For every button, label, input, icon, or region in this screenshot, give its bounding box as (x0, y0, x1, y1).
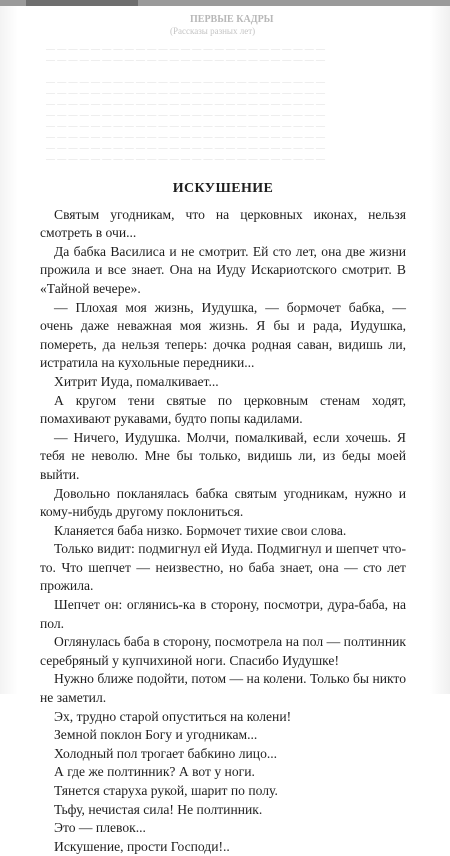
paragraph: Тянется старуха рукой, шарит по полу. (54, 783, 278, 798)
paragraph: Шепчет он: оглянись-ка в сторону, посмотри, дура-баба, на пол. (40, 597, 406, 631)
paragraph: Оглянулась баба в сторону, посмотрела на пол — полтинник серебряный у купчихиной ноги. Спасибо Иудушке! (40, 634, 406, 668)
paragraph: Нужно ближе подойти, потом — на колени. Только бы никто не заметил. (40, 671, 406, 706)
paragraph: Кланяется баба низко. Бормочет тихие свои слова. (54, 522, 347, 538)
paragraph: А где же полтинник? А вот у ноги. (54, 764, 255, 780)
paragraph: Тьфу, нечистая сила! Не полтинник. (54, 801, 263, 817)
page-top-band (0, 0, 450, 6)
story-text (40, 180, 406, 856)
paragraph: — Плохая моя жизнь, Иудушка, — бормочет бабка, — очень даже неважная моя жизнь. Я бы и рада, Иудушка, помереть, да нельзя теперь: дочка родная саван, видишь ли, истратила на кухольные передники... (40, 299, 406, 371)
paragraph: Святым угодникам, что на церковных иконах, нельзя смотреть в очи... (40, 206, 406, 241)
paragraph: Довольно покланялась бабка святым угодникам, нужно и кому-нибудь другому поклониться. (40, 485, 406, 520)
paragraph: Земной поклон Богу и угодникам... (54, 727, 258, 743)
paragraph: Холодный пол трогает бабкино лицо... (54, 745, 278, 761)
paragraph: А кругом тени святые по церковным стенам ходят, помахивают рукавами, будто попы кадилами. (40, 392, 406, 427)
running-title: ПЕРВЫЕ КАДРЫ (190, 14, 274, 25)
paragraph: Эх, трудно старой опуститься на колени! (54, 708, 292, 724)
paragraph: Искушение, прости Господи!.. (54, 838, 230, 854)
story-title: ИСКУШЕНИЕ (172, 181, 274, 196)
running-subtitle: (Рассказы разных лет) (170, 26, 256, 36)
paragraph: Да бабка Василиса и не смотрит. Ей сто лет, она две жизни прожила и все знает. Она на Иуду Искариотского смотрит. В «Тайной вечере». (40, 243, 406, 296)
paragraph: Хитрит Иуда, помалкивает... (54, 373, 219, 389)
paragraph: — Ничего, Иудушка. Молчи, помалкивай, если хочешь. Я тебя не неволю. Мне бы только, видишь ли, из беды моей выйти. (40, 429, 406, 482)
bleed-through-text-top: — — — — — — — — — — — — — — — — — — — — — — — — — — — — — — — — — — — — — — — — — — — — — — — — — — — — — — — — — — — — — — — — — — — — — — — — — — — — — — — — — — — — — — — — — — — — — — — — — — — — — — — — — — — — — — — — — — — — — — — — — — — — — — — — — — — — — — — — — — — — — — — — — — — — — — — — — — — — — — — — — — — — — — — — — — — — — — — — — — — — — — — — — — — — — — — — — — — — — — — — — — — — — — — — — — — — — — — — — — — — — — — — — — — — — — — — — — — — — — — — — — — — — — — — — — (46, 44, 325, 164)
paragraph: Это — плевок... (54, 820, 146, 836)
paragraph: Только видит: подмигнул ей Иуда. Подмигнул и шепчет что-то. Что шепчет — неизвестно, но баба знает, она — сто лет прожила. (40, 541, 406, 594)
